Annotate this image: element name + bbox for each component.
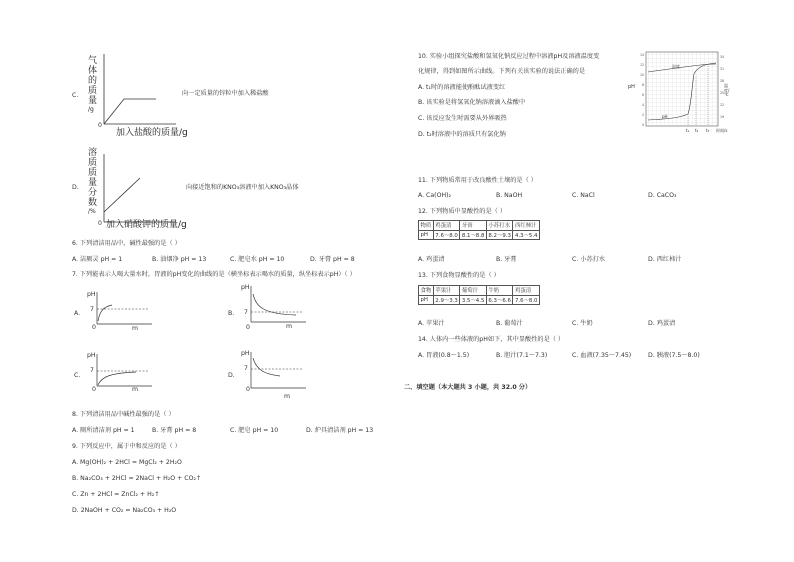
x-axis-label: m bbox=[286, 323, 293, 330]
option-letter: B. bbox=[228, 310, 235, 317]
y-axis-label: pH bbox=[87, 291, 96, 298]
question-14-option-b: B. 胆汁(7.1～7.3) bbox=[496, 352, 548, 359]
question-11-option-d: D. CaCO₃ bbox=[648, 192, 677, 199]
x-axis-label: m bbox=[132, 386, 139, 393]
option-letter: C. bbox=[72, 92, 79, 99]
t2-label: t₂ bbox=[695, 128, 699, 133]
question-13-option-c: C. 牛奶 bbox=[572, 320, 593, 327]
question-11-option-c: C. NaCl bbox=[572, 192, 595, 199]
question-11-option-a: A. Ca(OH)₂ bbox=[418, 192, 452, 199]
svg-text:31: 31 bbox=[720, 67, 725, 71]
question-10-stem-line1: 10. 实验小组探究盐酸和氢氧化钠反应过程中溶液pH及溶液温度变 bbox=[418, 53, 600, 60]
question-13-option-d: D. 鸡蛋清 bbox=[648, 320, 676, 327]
question-13-option-a: A. 苹果汁 bbox=[418, 320, 445, 327]
table-row: pH 2.9～3.3 3.5～4.5 6.3～6.6 7.6～8.0 bbox=[420, 296, 538, 304]
question-12-table bbox=[418, 220, 540, 240]
seven-label: 7 bbox=[90, 306, 94, 313]
option-c-graph bbox=[70, 52, 410, 142]
table-row: pH 7.6～8.0 8.1～8.8 8.2～9.3 4.3～5.4 bbox=[420, 231, 538, 239]
svg-text:2: 2 bbox=[642, 113, 645, 117]
question-12-option-c: C. 小苏打水 bbox=[572, 256, 606, 263]
question-10-option-c: C. 该反应发生时需要从外界吸热 bbox=[418, 115, 507, 122]
svg-text:4: 4 bbox=[642, 103, 645, 107]
svg-text:10: 10 bbox=[640, 73, 645, 77]
question-14-option-c: C. 血液(7.35～7.45) bbox=[572, 352, 632, 359]
option-description: 向一定质量的锌粒中加入稀盐酸 bbox=[182, 90, 269, 97]
question-9-option-a: A. Mg(OH)₂ + 2HCl = MgCl₂ + 2H₂O bbox=[72, 459, 182, 466]
section-heading: 二、填空题（本大题共 3 小题，共 32.0 分） bbox=[404, 384, 532, 391]
question-10-option-b: B. 该实验是将氢氧化钠溶液滴入盐酸中 bbox=[418, 99, 526, 106]
question-10-option-d: D. t₂时溶液中的溶质只有氯化钠 bbox=[418, 131, 506, 138]
origin-label: 0 bbox=[246, 386, 250, 393]
svg-text:19: 19 bbox=[720, 115, 725, 119]
option-letter: D. bbox=[72, 184, 79, 191]
question-13-stem: 13. 下列食物显酸性的是（ ） bbox=[418, 272, 500, 279]
seven-label: 7 bbox=[90, 367, 94, 374]
option-description: 向接近饱和的KNO₃溶液中加入KNO₃晶体 bbox=[186, 184, 299, 191]
y-axis-label: pH bbox=[628, 84, 635, 90]
table-row: 食物 苹果汁 葡萄汁 牛奶 鸡蛋清 bbox=[419, 286, 540, 296]
svg-text:34: 34 bbox=[720, 55, 725, 59]
y-axis-label: pH bbox=[87, 352, 96, 359]
option-d-graph bbox=[70, 148, 410, 238]
question-12-option-b: B. 牙膏 bbox=[496, 256, 517, 263]
origin-label: 0 bbox=[98, 122, 102, 129]
origin-label: 0 bbox=[98, 220, 102, 227]
question-7-chart-a bbox=[72, 284, 162, 332]
seven-label: 7 bbox=[244, 309, 248, 316]
origin-label: 0 bbox=[92, 386, 96, 393]
question-9-stem: 9. 下列反应中，属于中和反应的是（ ） bbox=[72, 443, 181, 450]
question-9-option-d: D. 2NaOH + CO₂ = Na₂CO₃ + H₂O bbox=[72, 507, 177, 514]
x-axis-label: m bbox=[284, 393, 291, 400]
seven-label: 7 bbox=[244, 365, 248, 372]
svg-text:28: 28 bbox=[720, 79, 725, 83]
question-6-option-b: B. 油烟净 pH = 13 bbox=[152, 256, 207, 263]
series-ph-label: pH bbox=[662, 114, 668, 119]
option-letter: A. bbox=[74, 310, 81, 317]
question-14-option-a: A. 胃液(0.8～1.5) bbox=[418, 352, 470, 359]
y-axis-label: pH bbox=[241, 350, 250, 357]
right-axis-label: 温度/℃ bbox=[724, 83, 730, 97]
svg-text:8: 8 bbox=[642, 83, 645, 87]
x-axis-label: 加入硝酸钾的质量/g bbox=[106, 220, 187, 230]
question-13-option-b: B. 葡萄汁 bbox=[496, 320, 523, 327]
question-10-chart bbox=[626, 44, 736, 136]
question-11-option-b: B. NaOH bbox=[496, 192, 523, 199]
question-13-table bbox=[418, 285, 540, 305]
question-12-option-a: A. 鸡蛋清 bbox=[418, 256, 445, 263]
option-letter: C. bbox=[74, 372, 81, 379]
option-letter: D. bbox=[228, 372, 235, 379]
question-7-chart-b bbox=[226, 280, 316, 332]
series-temp-label: 温度 bbox=[672, 64, 680, 69]
question-8-option-a: A. 厕所清洁剂 pH = 1 bbox=[72, 427, 135, 434]
question-6-option-c: C. 肥皂水 pH = 10 bbox=[230, 256, 285, 263]
svg-text:0: 0 bbox=[642, 123, 645, 127]
question-7-stem: 7. 下列能表示人喝大量水时，胃液的pH变化的曲线的是（横坐标表示喝水的质量，纵坐标表示pH）（ ） bbox=[72, 271, 356, 278]
question-7-chart-d bbox=[226, 348, 316, 400]
question-14-option-d: D. 胰液(7.5～8.0) bbox=[648, 352, 700, 359]
svg-text:12: 12 bbox=[640, 63, 645, 67]
y-axis-label: 气 体 的 质 量 /g bbox=[88, 56, 98, 113]
question-6-option-a: A. 洁厕灵 pH = 1 bbox=[72, 256, 123, 263]
x-axis-label: 时间/s bbox=[716, 128, 728, 133]
question-8-option-c: C. 肥皂 pH = 10 bbox=[230, 427, 279, 434]
y-axis-label: pH bbox=[241, 284, 250, 291]
question-7-chart-c bbox=[72, 350, 162, 398]
origin-label: 0 bbox=[92, 324, 96, 331]
svg-text:25: 25 bbox=[720, 91, 725, 95]
t3-label: t₃ bbox=[706, 128, 710, 133]
question-12-option-d: D. 西红柿汁 bbox=[648, 256, 682, 263]
question-12-stem: 12. 下列物质中显酸性的是（ ） bbox=[418, 208, 507, 215]
question-14-stem: 14. 人体内一些体液的pH如下，其中显酸性的是（ ） bbox=[418, 336, 565, 343]
question-9-option-b: B. Na₂CO₃ + 2HCl = 2NaCl + H₂O + CO₂↑ bbox=[72, 475, 202, 482]
question-9-option-c: C. Zn + 2HCl = ZnCl₂ + H₂↑ bbox=[72, 491, 160, 498]
question-8-option-b: B. 牙膏 pH = 8 bbox=[152, 427, 197, 434]
question-6-stem: 6. 下列清洁用品中，碱性最强的是（ ） bbox=[72, 240, 181, 247]
question-6-option-d: D. 牙膏 pH = 8 bbox=[310, 256, 355, 263]
svg-text:6: 6 bbox=[642, 93, 645, 97]
graph-axes bbox=[100, 52, 180, 132]
x-axis-label: m bbox=[132, 325, 139, 332]
x-axis-label: 加入盐酸的质量/g bbox=[116, 128, 188, 138]
svg-text:14: 14 bbox=[640, 53, 645, 57]
question-10-stem-line2: 化规律，得到如图所示曲线。下列有关该实验的说法正确的是 bbox=[418, 68, 586, 75]
origin-label: 0 bbox=[246, 324, 250, 331]
question-8-stem: 8. 下列清洁用品中碱性最强的是（ ） bbox=[72, 411, 175, 418]
table-row: 物质 鸡蛋清 牙膏 小苏打水 西红柿汁 bbox=[419, 221, 540, 231]
question-11-stem: 11. 下列物质常用于改良酸性土壤的是（ ） bbox=[418, 177, 537, 184]
question-8-option-d: D. 炉具清洁剂 pH = 13 bbox=[306, 427, 374, 434]
t1-label: t₁ bbox=[686, 128, 690, 133]
y-axis-label: 溶 质 质 量 分 数 /% bbox=[88, 148, 98, 215]
svg-text:22: 22 bbox=[720, 103, 725, 107]
question-10-option-a: A. t₁时的溶液能使酚酞试液变红 bbox=[418, 84, 506, 91]
